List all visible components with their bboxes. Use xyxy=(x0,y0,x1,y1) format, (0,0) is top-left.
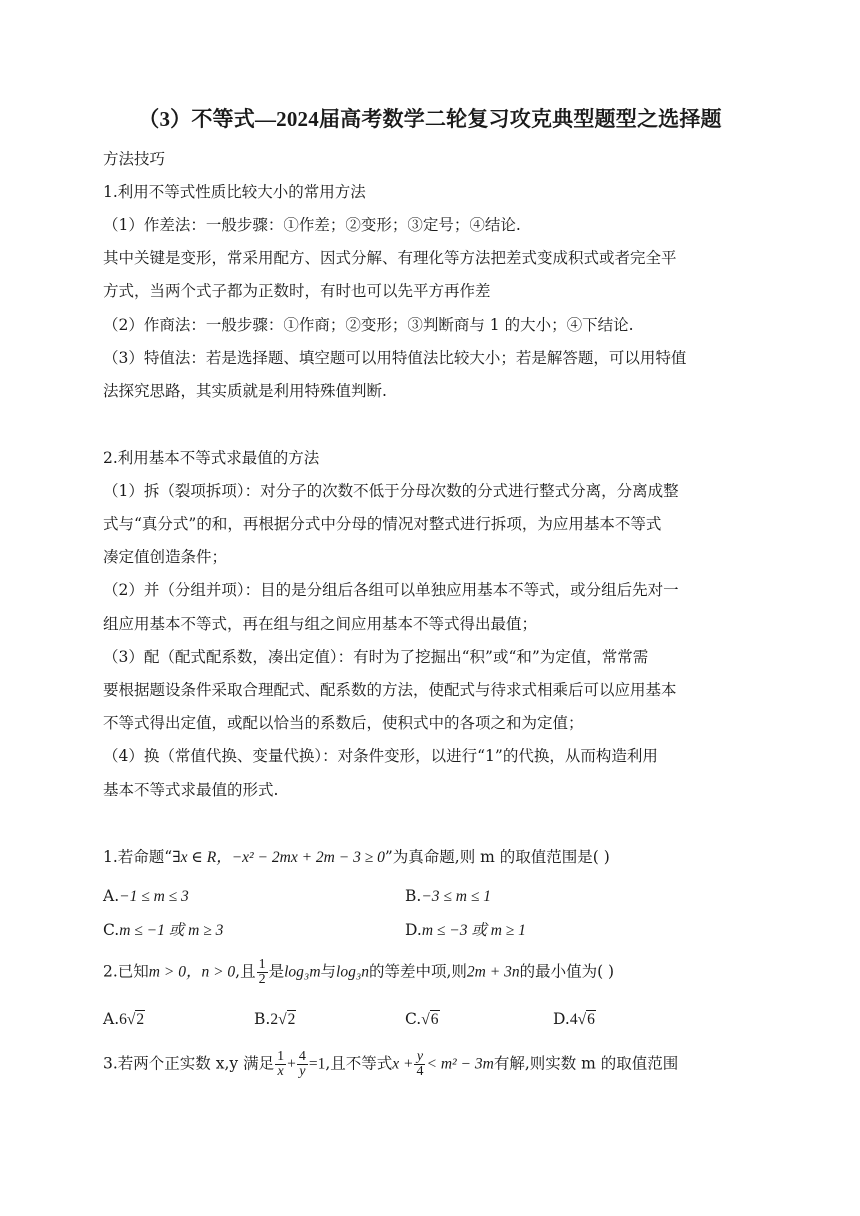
q2-option-d: D.4√6 xyxy=(553,1010,595,1028)
q1-suffix: ”为真命题,则 m 的取值范围是( ) xyxy=(384,848,610,866)
q1-prefix: 1.若命题“ xyxy=(103,848,173,866)
section1-paragraph: （2）作商法：一般步骤：①作商；②变形；③判断商与 1 的大小；④下结论. xyxy=(103,316,634,334)
section1-heading: 1.利用不等式性质比较大小的常用方法 xyxy=(103,183,366,201)
section2-paragraph: （2）并（分组并项）：目的是分组后各组可以单独应用基本不等式，或分组后先对一 xyxy=(103,581,679,599)
section2-paragraph: 不等式得出定值，或配以恰当的系数后，使积式中的各项之和为定值； xyxy=(103,714,584,732)
document-title: （3）不等式—2024届高考数学二轮复习攻克典型题型之选择题 xyxy=(138,107,722,131)
section2-paragraph: 基本不等式求最值的形式. xyxy=(103,781,279,799)
q1-option-a: A.−1 ≤ m ≤ 3 xyxy=(103,887,189,905)
section2-paragraph: 凑定值创造条件； xyxy=(103,548,228,566)
section1-paragraph: 其中关键是变形，常采用配方、因式分解、有理化等方法把差式变成积式或者完全平 xyxy=(103,249,677,267)
section2-paragraph: （4）换（常值代换、变量代换）：对条件变形，以进行“1”的代换，从而构造利用 xyxy=(103,747,658,765)
question-1-stem xyxy=(103,846,759,869)
method-heading: 方法技巧 xyxy=(103,150,166,168)
q2-option-a: A.6√2 xyxy=(103,1010,145,1028)
question-2-stem: 2.已知m > 0，n > 0,且 $\frac{1}{2}$ 是log₃m与log₃n的等差中项,则2m + 3n的最小值为( ) xyxy=(103,957,615,987)
section1-paragraph: 法探究思路，其实质就是利用特殊值判断. xyxy=(103,382,387,400)
q3-fraction-3: $\frac{y}{4}$ xyxy=(416,1049,424,1079)
q1-option-d: D.m ≤ −3 或 m ≥ 1 xyxy=(405,921,526,939)
q3-fraction-1: $\frac{1}{x}$ xyxy=(277,1049,285,1079)
section2-paragraph: （1）拆（裂项拆项）：对分子的次数不低于分母次数的分式进行整式分离，分离成整 xyxy=(103,482,679,500)
q1-math-expression: ∃x ∈ R，−x² − 2mx + 2m − 3 ≥ 0 xyxy=(172,849,385,866)
section1-paragraph: （1）作差法：一般步骤：①作差；②变形；③定号；④结论. xyxy=(103,216,521,234)
section1-paragraph: 方式，当两个式子都为正数时，有时也可以先平方再作差 xyxy=(103,282,491,300)
question-3-stem: 3.若两个正实数 x,y 满足 $\frac{1}{x}$ + $\frac{4}{y}$ =1,且不等式x + $\frac{y}{4}$ < m² − 3m有解,则实数 m 的取值范围 xyxy=(103,1049,679,1079)
section2-heading: 2.利用基本不等式求最值的方法 xyxy=(103,449,320,467)
section2-paragraph: （3）配（配式配系数，凑出定值）：有时为了挖掘出“积”或“和”为定值，常常需 xyxy=(103,648,649,666)
section2-paragraph: 组应用基本不等式，再在组与组之间应用基本不等式得出最值； xyxy=(103,615,538,633)
q2-fraction: $\frac{1}{2}$ xyxy=(258,957,266,987)
q2-option-b: B.2√2 xyxy=(254,1010,296,1028)
q3-fraction-2: $\frac{4}{y}$ xyxy=(298,1049,306,1079)
q1-option-b: B.−3 ≤ m ≤ 1 xyxy=(405,887,491,905)
section2-paragraph: 式与“真分式”的和，再根据分式中分母的情况对整式进行拆项，为应用基本不等式 xyxy=(103,515,662,533)
section1-paragraph: （3）特值法：若是选择题、填空题可以用特值法比较大小；若是解答题，可以用特值 xyxy=(103,349,687,367)
section2-paragraph: 要根据题设条件采取合理配式、配系数的方法，使配式与待求式相乘后可以应用基本 xyxy=(103,681,677,699)
q2-option-c: C.√6 xyxy=(405,1010,439,1028)
q1-option-c: C.m ≤ −1 或 m ≥ 3 xyxy=(103,921,224,939)
